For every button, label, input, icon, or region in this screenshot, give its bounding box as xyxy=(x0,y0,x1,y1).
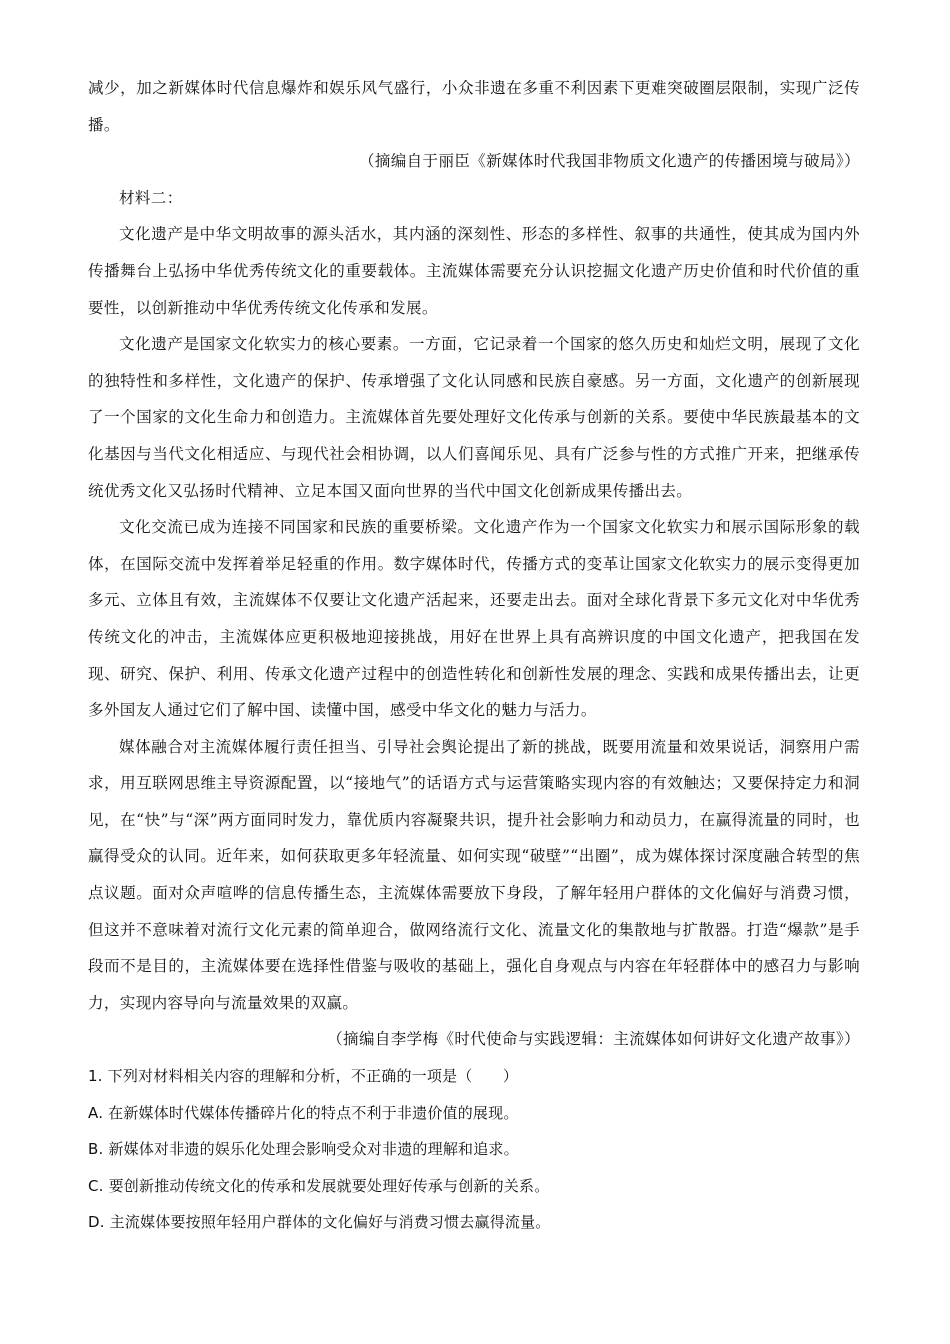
question-option-b: B. 新媒体对非遗的娱乐化处理会影响受众对非遗的理解和追求。 xyxy=(88,1140,519,1159)
question-option-d: D. 主流媒体要按照年轻用户群体的文化偏好与消费习惯去赢得流量。 xyxy=(88,1213,551,1232)
question-stem: 1. 下列对材料相关内容的理解和分析，不正确的一项是（ ） xyxy=(88,1067,519,1086)
material2-paragraph-4: 媒体融合对主流媒体履行责任担当、引导社会舆论提出了新的挑战，既要用流量和效果说话，洞察用户需求，用互联网思维主导资源配置，以“接地气”的话语方式与运营策略实现内容的有效触达；又要保持定力和洞见，在“快”与“深”两方面同时发力，靠优质内容凝聚共识，提升社会影响力和动员力，在赢得流量的同时，也赢得受众的认同。近年来，如何获取更多年轻流量、如何实现“破壁”“出圈”，成为媒体探讨深度融合转型的焦点议题。面对众声喧哗的信息传播生态，主流媒体需要放下身段，了解年轻用户群体的文化偏好与消费习惯，但这并不意味着对流行文化元素的简单迎合，做网络流行文化、流量文化的集散地与扩散器。打造“爆款”是手段而不是目的，主流媒体要在选择性借鉴与吸收的基础上，强化自身观点与内容在年轻群体中的感召力与影响力，实现内容导向与流量效果的双赢。 xyxy=(88,737,860,1012)
material1-tail-paragraph: 减少，加之新媒体时代信息爆炸和娱乐风气盛行，小众非遗在多重不利因素下更难突破圈层限制，实现广泛传播。 xyxy=(88,79,860,134)
document-page xyxy=(88,70,860,1241)
material2-heading: 材料二： xyxy=(119,188,183,207)
question-option-a: A. 在新媒体时代媒体传播碎片化的特点不利于非遗价值的展现。 xyxy=(88,1103,519,1122)
question-option-c: C. 要创新推动传统文化的传承和发展就要处理好传承与创新的关系。 xyxy=(88,1176,550,1195)
material2-paragraph-2: 文化遗产是国家文化软实力的核心要素。一方面，它记录着一个国家的悠久历史和灿烂文明，展现了文化的独特性和多样性，文化遗产的保护、传承增强了文化认同感和民族自豪感。另一方面，文化遗产的创新展现了一个国家的文化生命力和创造力。主流媒体首先要处理好文化传承与创新的关系。要使中华民族最基本的文化基因与当代文化相适应、与现代社会相协调，以人们喜闻乐见、具有广泛参与性的方式推广开来，把继承传统优秀文化又弘扬时代精神、立足本国又面向世界的当代中国文化创新成果传播出去。 xyxy=(88,335,860,500)
source-citation-1: （摘编自于丽臣《新媒体时代我国非物质文化遗产的传播困境与破局》） xyxy=(358,152,860,171)
source-citation-2: （摘编自李学梅《时代使命与实践逻辑：主流媒体如何讲好文化遗产故事》） xyxy=(327,1030,860,1049)
material2-paragraph-1: 文化遗产是中华文明故事的源头活水，其内涵的深刻性、形态的多样性、叙事的共通性，使其成为国内外传播舞台上弘扬中华优秀传统文化的重要载体。主流媒体需要充分认识挖掘文化遗产历史价值和时代价值的重要性，以创新推动中华优秀传统文化传承和发展。 xyxy=(88,225,860,317)
material2-paragraph-3: 文化交流已成为连接不同国家和民族的重要桥梁。文化遗产作为一个国家文化软实力和展示国际形象的载体，在国际交流中发挥着举足轻重的作用。数字媒体时代，传播方式的变革让国家文化软实力的展示变得更加多元、立体且有效，主流媒体不仅要让文化遗产活起来，还要走出去。面对全球化背景下多元文化对中华优秀传统文化的冲击，主流媒体应更积极地迎接挑战，用好在世界上具有高辨识度的中国文化遗产，把我国在发现、研究、保护、利用、传承文化遗产过程中的创造性转化和创新性发展的理念、实践和成果传播出去，让更多外国友人通过它们了解中国、读懂中国，感受中华文化的魅力与活力。 xyxy=(88,518,860,720)
